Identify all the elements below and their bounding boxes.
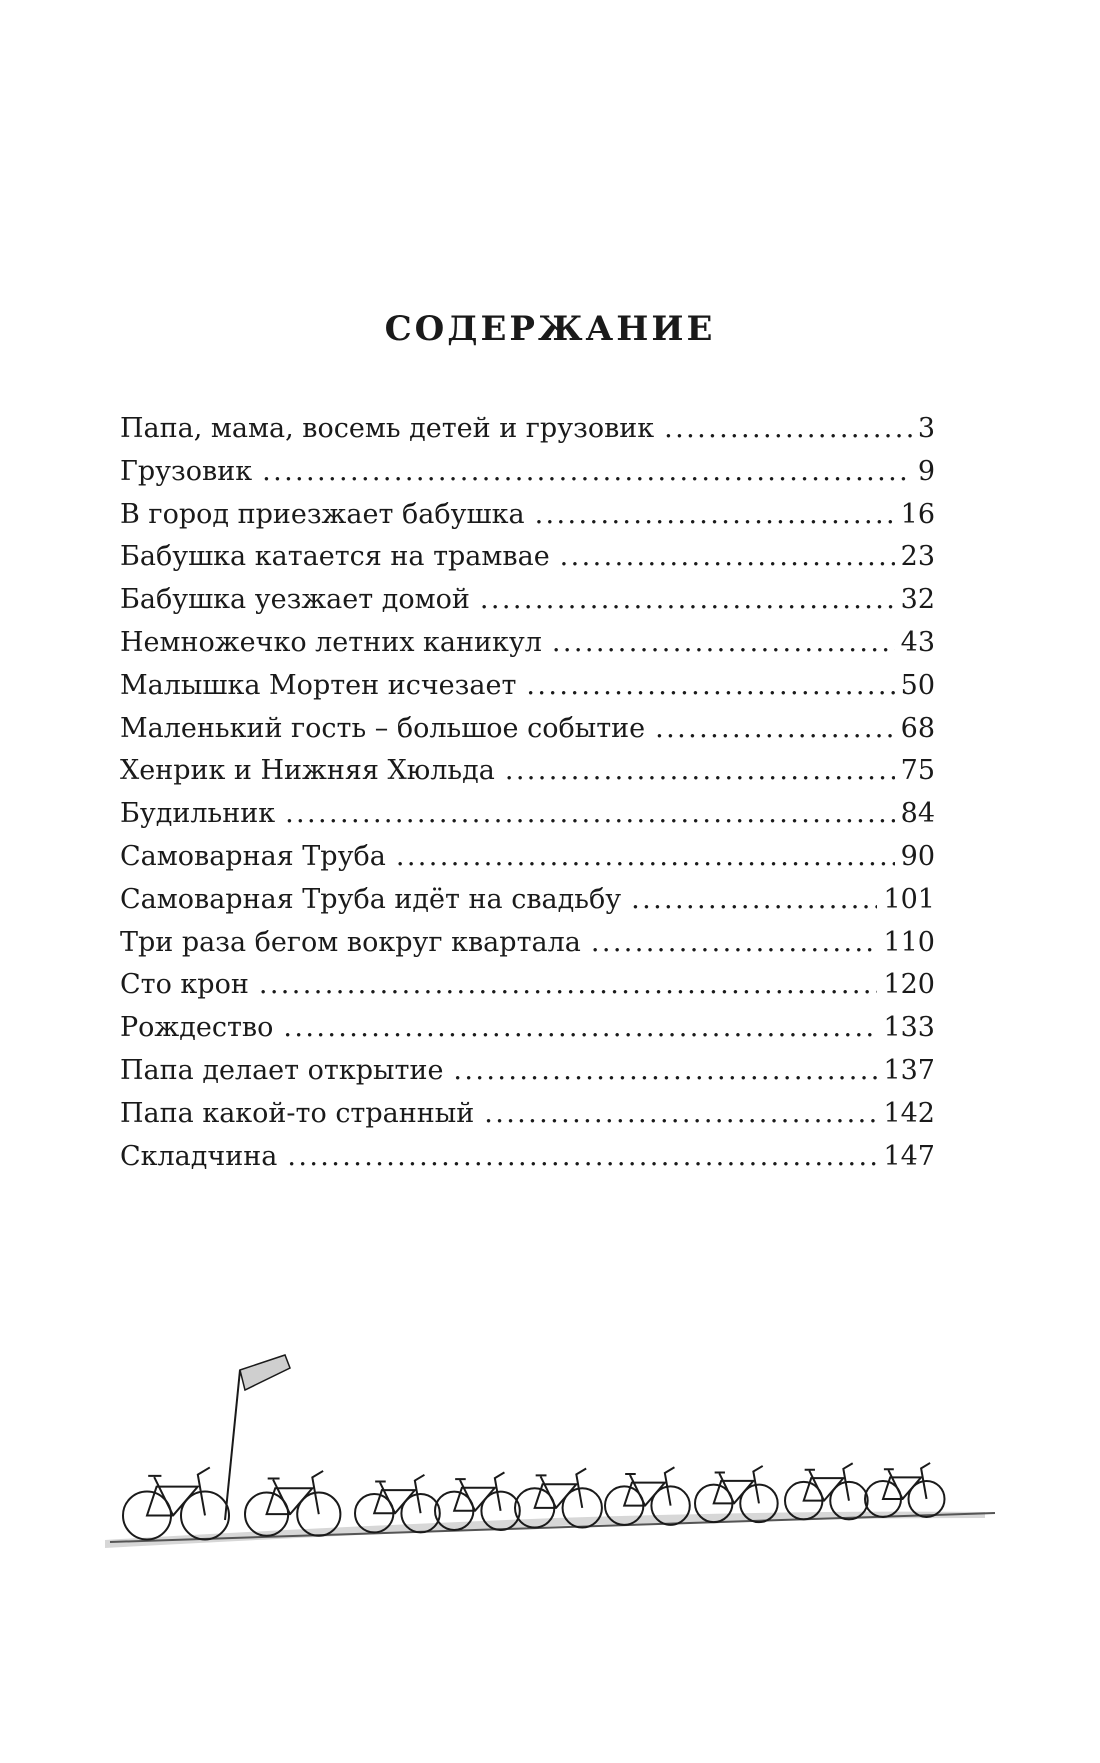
toc-entry-page: 50 bbox=[900, 669, 935, 701]
dot-leader bbox=[287, 1136, 877, 1179]
dot-leader bbox=[526, 665, 894, 708]
toc-entry[interactable] bbox=[120, 1007, 935, 1050]
dot-leader bbox=[631, 879, 877, 922]
toc-entry-page: 142 bbox=[883, 1097, 935, 1129]
table-of-contents bbox=[120, 408, 935, 1178]
toc-entry-title: Самоварная Труба идёт на свадьбу bbox=[120, 883, 622, 915]
dot-leader bbox=[396, 836, 895, 879]
toc-entry-title: Бабушка уезжает домой bbox=[120, 584, 470, 616]
toc-entry-page: 84 bbox=[900, 798, 935, 830]
dot-leader bbox=[259, 964, 878, 1007]
dot-leader bbox=[560, 536, 895, 579]
toc-entry[interactable] bbox=[120, 879, 935, 922]
bicycle-icon bbox=[785, 1463, 868, 1519]
toc-entry[interactable] bbox=[120, 1136, 935, 1179]
toc-entry-page: 101 bbox=[883, 883, 935, 915]
toc-entry-title: Папа делает открытие bbox=[120, 1054, 444, 1086]
toc-entry-page: 23 bbox=[900, 541, 935, 573]
toc-entry[interactable] bbox=[120, 622, 935, 665]
dot-leader bbox=[484, 1093, 877, 1136]
dot-leader bbox=[664, 408, 912, 451]
toc-entry-page: 16 bbox=[900, 498, 935, 530]
toc-entry-title: Немножечко летних каникул bbox=[120, 626, 542, 658]
toc-entry-title: Складчина bbox=[120, 1140, 278, 1172]
dot-leader bbox=[655, 708, 894, 751]
dot-leader bbox=[480, 579, 895, 622]
bicycle-frame bbox=[267, 1471, 324, 1514]
dot-leader bbox=[283, 1007, 877, 1050]
toc-entry-page: 75 bbox=[900, 755, 935, 787]
bicycle-frame bbox=[374, 1475, 424, 1513]
toc-entry-title: Грузовик bbox=[120, 455, 253, 487]
flag-pole bbox=[225, 1370, 240, 1520]
bicycle-icon bbox=[245, 1471, 340, 1536]
toc-entry-title: Бабушка катается на трамвае bbox=[120, 541, 550, 573]
toc-entry-title: В город приезжает бабушка bbox=[120, 498, 525, 530]
toc-entry-page: 3 bbox=[917, 413, 935, 444]
toc-entry[interactable] bbox=[120, 1093, 935, 1136]
dot-leader bbox=[535, 494, 895, 537]
toc-entry-title: Малышка Мортен исчезает bbox=[120, 669, 517, 701]
dot-leader bbox=[453, 1050, 877, 1093]
flag-icon bbox=[240, 1355, 290, 1390]
dot-leader bbox=[505, 750, 895, 793]
toc-entry-page: 147 bbox=[883, 1140, 935, 1172]
dot-leader bbox=[262, 451, 912, 494]
toc-entry-title: Три раза бегом вокруг квартала bbox=[120, 926, 581, 958]
bicycle-frame bbox=[804, 1463, 853, 1500]
bicycle-frame bbox=[454, 1472, 504, 1510]
toc-entry-title: Сто крон bbox=[120, 969, 249, 1001]
toc-entry[interactable] bbox=[120, 708, 935, 751]
toc-entry-page: 9 bbox=[917, 455, 935, 487]
toc-entry[interactable] bbox=[120, 579, 935, 622]
toc-entry[interactable] bbox=[120, 922, 935, 965]
toc-entry-page: 133 bbox=[883, 1012, 935, 1044]
toc-entry-title: Самоварная Труба bbox=[120, 840, 386, 872]
bicycle-icon bbox=[123, 1467, 229, 1539]
toc-entry-title: Папа какой-то странный bbox=[120, 1097, 475, 1129]
toc-entry-page: 110 bbox=[883, 926, 935, 958]
toc-entry[interactable] bbox=[120, 494, 935, 537]
toc-entry-page: 32 bbox=[900, 584, 935, 616]
bicycle-frame bbox=[535, 1469, 586, 1508]
page-title: СОДЕРЖАНИЕ bbox=[384, 308, 716, 349]
dot-leader bbox=[591, 922, 878, 965]
bicycle-frame bbox=[883, 1463, 930, 1499]
toc-entry-title: Папа, мама, восемь детей и грузовик bbox=[120, 413, 655, 444]
dot-leader bbox=[552, 622, 895, 665]
bicycle-group bbox=[123, 1463, 945, 1540]
toc-entry-page: 137 bbox=[883, 1054, 935, 1086]
toc-entry[interactable] bbox=[120, 408, 935, 451]
toc-entry-page: 90 bbox=[900, 840, 935, 872]
toc-entry[interactable] bbox=[120, 793, 935, 836]
toc-entry-title: Хенрик и Нижняя Хюльда bbox=[120, 755, 495, 787]
bicycle-icon bbox=[865, 1463, 945, 1517]
toc-entry[interactable] bbox=[120, 451, 935, 494]
toc-entry[interactable] bbox=[120, 536, 935, 579]
bicycles-illustration bbox=[105, 1350, 1005, 1570]
toc-entry-page: 120 bbox=[883, 969, 935, 1001]
toc-entry[interactable] bbox=[120, 665, 935, 708]
bicycle-frame bbox=[147, 1467, 210, 1515]
toc-entry[interactable] bbox=[120, 1050, 935, 1093]
toc-entry[interactable] bbox=[120, 750, 935, 793]
dot-leader bbox=[285, 793, 895, 836]
toc-entry-page: 68 bbox=[900, 712, 935, 744]
toc-entry[interactable] bbox=[120, 964, 935, 1007]
toc-entry-title: Рождество bbox=[120, 1012, 274, 1044]
bicycle-frame bbox=[714, 1466, 763, 1503]
toc-entry-title: Будильник bbox=[120, 798, 276, 830]
toc-entry-page: 43 bbox=[900, 626, 935, 658]
toc-entry[interactable] bbox=[120, 836, 935, 879]
toc-entry-title: Маленький гость – большое событие bbox=[120, 712, 646, 744]
bicycle-frame bbox=[624, 1467, 674, 1505]
